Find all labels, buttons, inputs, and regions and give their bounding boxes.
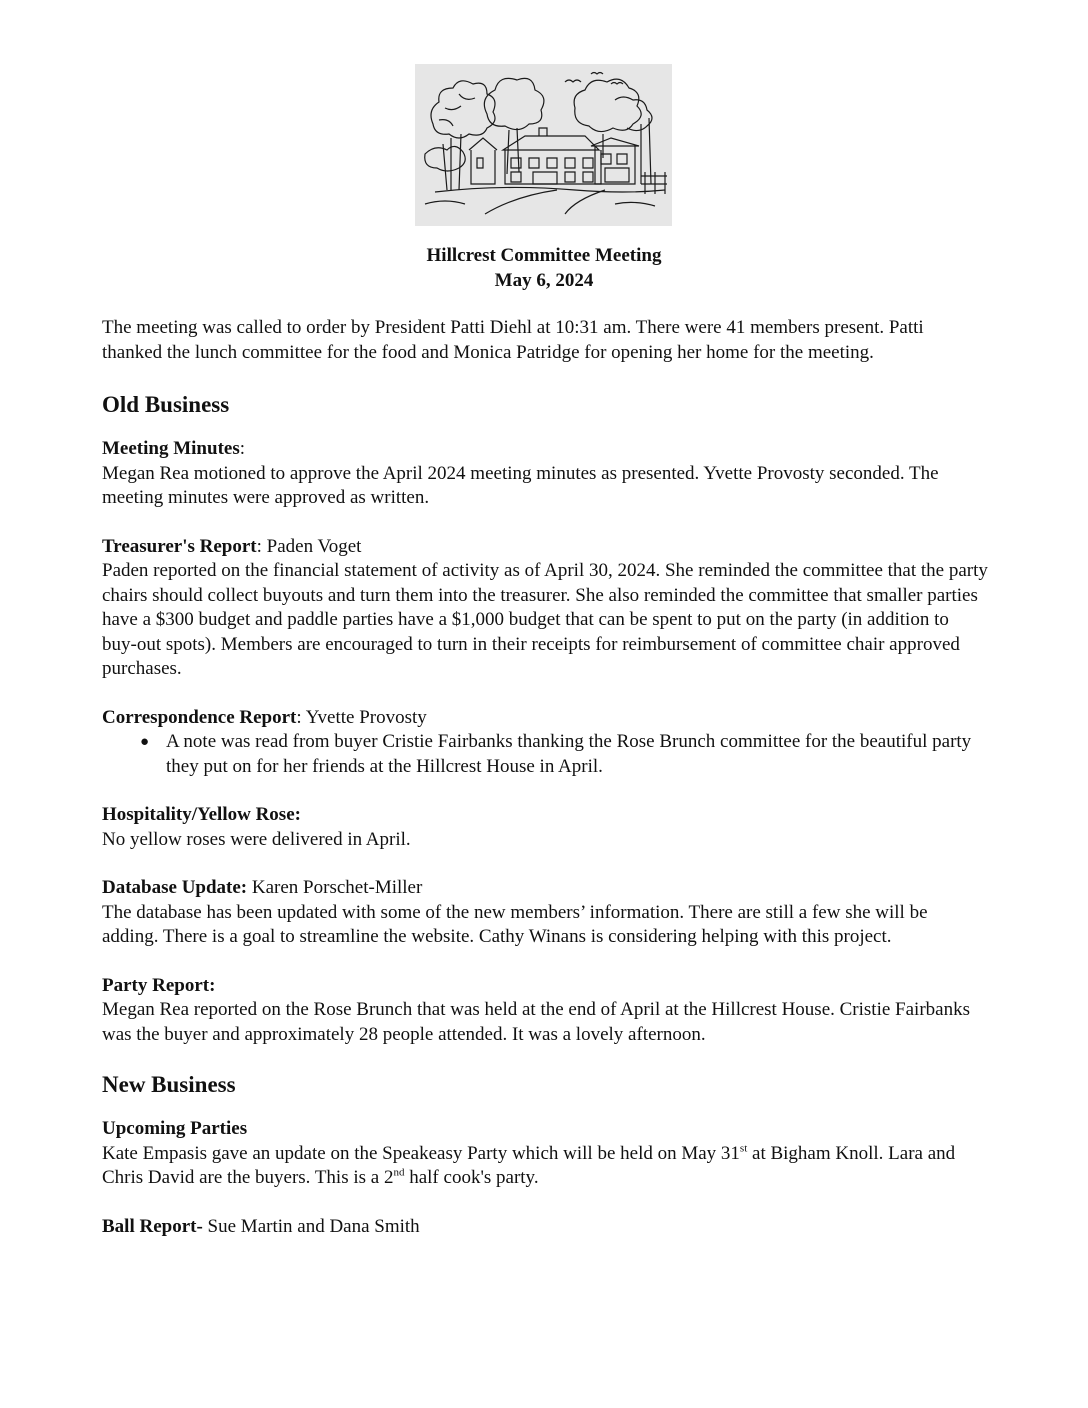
new-business-heading: New Business — [102, 1072, 236, 1097]
meeting-minutes-text: Megan Rea motioned to approve the April 2024 meeting minutes as presented. Yvette Provosty seconded. The meeting minutes were approved as written. — [102, 462, 939, 508]
treasurer-report-suffix: : Paden Voget — [256, 535, 362, 557]
treasurer-report-section — [102, 535, 988, 682]
upcoming-parties-text — [102, 1142, 988, 1191]
bullet-icon: ● — [140, 734, 150, 750]
ball-report-section — [102, 1215, 988, 1240]
old-business-heading: Old Business — [102, 392, 230, 417]
correspondence-bullet-list — [102, 730, 988, 779]
party-report-section — [102, 974, 988, 1048]
document-title: Hillcrest Committee Meeting — [426, 245, 662, 266]
hospitality-label: Hospitality/Yellow Rose: — [102, 804, 301, 825]
upcoming-text-part-1: Kate Empasis gave an update on the Speakeasy Party which will be held on May 31 — [102, 1142, 740, 1164]
hospitality-section — [102, 803, 988, 852]
document-date: May 6, 2024 — [494, 270, 594, 291]
hospitality-text: No yellow roses were delivered in April. — [102, 828, 411, 850]
database-update-suffix: Karen Porschet-Miller — [247, 877, 423, 898]
upcoming-text-part-2: at Bigham Knoll. Lara and Chris David are the buyers. This is a 2 — [102, 1142, 956, 1188]
database-update-label: Database Update: — [102, 877, 248, 898]
ordinal-suffix-st: st — [739, 1142, 748, 1155]
database-update-text: The database has been updated with some of the new members’ information. There are still a few she will be adding. There is a goal to streamline the website. Cathy Winans is considering helping with this project. — [102, 901, 928, 947]
ball-report-suffix: Sue Martin and Dana Smith — [202, 1215, 420, 1237]
upcoming-text-part-3: half cook's party. — [404, 1167, 539, 1188]
ball-report-label: Ball Report- — [102, 1215, 203, 1237]
document-title-block — [0, 243, 1088, 293]
meeting-minutes-suffix: : — [239, 438, 246, 459]
correspondence-report-section — [102, 706, 988, 780]
list-item — [140, 730, 988, 779]
upcoming-parties-label: Upcoming Parties — [102, 1118, 248, 1139]
ordinal-suffix-nd: nd — [393, 1166, 405, 1179]
house-sketch-icon — [415, 64, 672, 226]
meeting-minutes-section — [102, 437, 988, 511]
party-report-text: Megan Rea reported on the Rose Brunch that was held at the end of April at the Hillcrest House. Cristie Fairbanks was the buyer and approximately 28 people attended. It was a lovely afternoon. — [102, 999, 970, 1045]
intro-paragraph: The meeting was called to order by President Patti Diehl at 10:31 am. There were 41 members present. Patti thanked the lunch committee for the food and Monica Patridge for opening her home for the meeting. — [102, 317, 924, 363]
treasurer-report-label: Treasurer's Report — [102, 535, 257, 557]
database-update-section — [102, 876, 988, 950]
treasurer-report-text: Paden reported on the financial statement of activity as of April 30, 2024. She reminded the committee that the party chairs should collect buyouts and turn them into the treasurer. She also reminded the committee that smaller parties have a $300 budget and paddle parties have a $1,000 budget that can be spent to put on the party (in addition to buy-out spots). Members are encouraged to turn in their receipts for reimbursement of committee chair approved purchases. — [102, 560, 988, 679]
meeting-minutes-label: Meeting Minutes — [102, 438, 240, 459]
party-report-label: Party Report: — [102, 974, 216, 996]
correspondence-bullet-text: A note was read from buyer Cristie Fairbanks thanking the Rose Brunch committee for the beautiful party they put on for her friends at the Hillcrest House in April. — [166, 731, 972, 777]
correspondence-report-label: Correspondence Report — [102, 706, 297, 728]
house-sketch-logo — [415, 64, 672, 226]
upcoming-parties-section — [102, 1117, 988, 1191]
document-body — [102, 316, 988, 1263]
correspondence-report-suffix: : Yvette Provosty — [296, 706, 427, 728]
